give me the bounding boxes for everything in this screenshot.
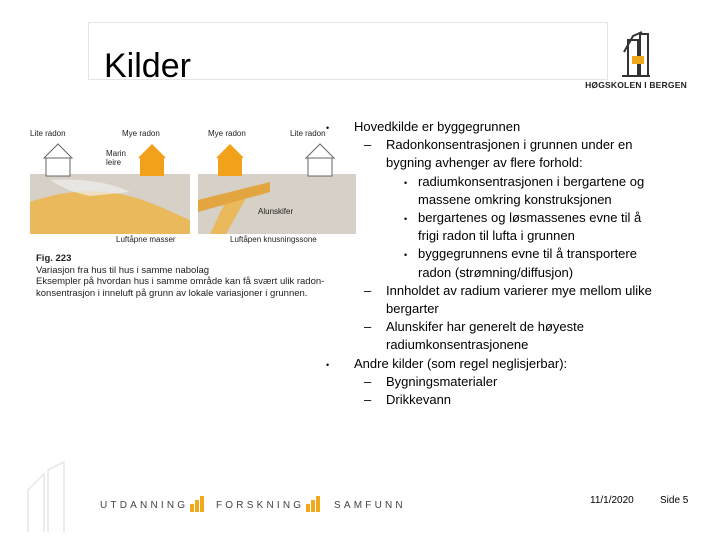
- bullet-list: [322, 118, 692, 409]
- bullet-item: [322, 191, 692, 209]
- bullet-text: bergartenes og løsmassenes evne til å: [418, 210, 642, 226]
- footer-word-forskning: FORSKNING: [216, 500, 305, 511]
- bullet-marker: –: [364, 373, 372, 389]
- bullet-item: [322, 118, 692, 136]
- caption-line: Fig. 223: [36, 253, 72, 264]
- bullet-text: frigi radon til lufta i grunnen: [418, 228, 575, 244]
- bullet-text: bergarter: [386, 301, 439, 317]
- label-marin-leire: Marin leire: [106, 149, 127, 167]
- logo-wordmark: HØGSKOLEN I BERGEN: [585, 80, 687, 90]
- bullet-item: [322, 300, 692, 318]
- bullet-item: [322, 264, 692, 282]
- bullet-text: Bygningsmaterialer: [386, 373, 498, 389]
- bullet-marker: –: [364, 282, 372, 298]
- bullet-text: radiumkonsentrasjonene: [386, 337, 529, 353]
- bullet-text: Radonkonsentrasjonen i grunnen under en: [386, 137, 633, 153]
- figure-caption: [36, 253, 366, 299]
- footer-word-utdanning: UTDANNING: [100, 500, 189, 511]
- footer-tagline: [100, 494, 420, 516]
- bar-accent-icon: [190, 496, 204, 512]
- bullet-marker: •: [404, 250, 408, 261]
- bullet-marker: •: [326, 123, 330, 133]
- label-lite-radon-right: Lite radon: [290, 129, 326, 138]
- decorative-lines: [24, 460, 72, 532]
- bullet-item: [322, 245, 692, 263]
- bullet-text: massene omkring konstruksjonen: [418, 191, 612, 207]
- bullet-text: radon (strømning/diffusjon): [418, 264, 574, 280]
- house-mye-left: [138, 144, 166, 176]
- bullet-marker: –: [364, 319, 372, 335]
- bullet-marker: •: [326, 359, 330, 370]
- bullet-item: [322, 355, 692, 373]
- bullet-item: [322, 209, 692, 227]
- slide-page-number: Side 5: [660, 495, 689, 506]
- bullet-item: [322, 391, 692, 409]
- bullet-text: Drikkevann: [386, 392, 452, 408]
- label-luftapen-knusningssone: Luftåpen knusningssone: [230, 235, 317, 244]
- bullet-marker: –: [364, 392, 372, 408]
- caption-line: Variasjon fra hus til hus i samme nabolag: [36, 264, 210, 276]
- bullet-text: Innholdet av radium varierer mye mellom ulike: [386, 282, 652, 298]
- slide-date: 11/1/2020: [590, 495, 634, 506]
- bullet-item: [322, 282, 692, 300]
- bullet-text: Hovedkilde er byggegrunnen: [354, 119, 521, 134]
- caption-line: konsentrasjon i inneluft på grunn av lokale variasjoner i grunnen.: [36, 287, 308, 299]
- bullet-text: byggegrunnens evne til å transportere: [418, 246, 637, 262]
- bar-accent-icon: [306, 496, 320, 512]
- bullet-item: [322, 373, 692, 391]
- label-luftapne-masser: Luftåpne masser: [116, 235, 176, 244]
- label-mye-radon-right: Mye radon: [208, 129, 246, 138]
- caption-line: Eksempler på hvordan hus i samme område kan få svært ulik radon-: [36, 276, 325, 287]
- bullet-marker: •: [404, 177, 408, 188]
- bullet-item: [322, 336, 692, 354]
- label-lite-radon-left: Lite radon: [30, 129, 66, 138]
- bullet-item: [322, 318, 692, 336]
- house-mye-right: [216, 144, 244, 176]
- bullet-marker: –: [364, 137, 372, 153]
- bullet-item: [322, 154, 692, 172]
- slide-title: Kilder: [104, 47, 191, 85]
- label-mye-radon-left: Mye radon: [122, 129, 160, 138]
- school-logo: [578, 30, 694, 100]
- bullet-text: Alunskifer har generelt de høyeste: [386, 319, 584, 335]
- label-alunskifer: Alunskifer: [258, 207, 294, 216]
- bullet-item: [322, 227, 692, 245]
- bullet-item: [322, 173, 692, 191]
- logo-building-icon: [578, 30, 694, 80]
- bullet-marker: •: [404, 214, 408, 225]
- bullet-item: [322, 136, 692, 154]
- house-lite-left: [44, 144, 72, 176]
- footer-word-samfunn: SAMFUNN: [334, 500, 406, 511]
- bullet-text: Andre kilder (som regel neglisjerbar):: [354, 355, 568, 371]
- bullet-text: radiumkonsentrasjonen i bergartene og: [418, 173, 645, 189]
- bullet-text: bygning avhenger av flere forhold:: [386, 155, 583, 171]
